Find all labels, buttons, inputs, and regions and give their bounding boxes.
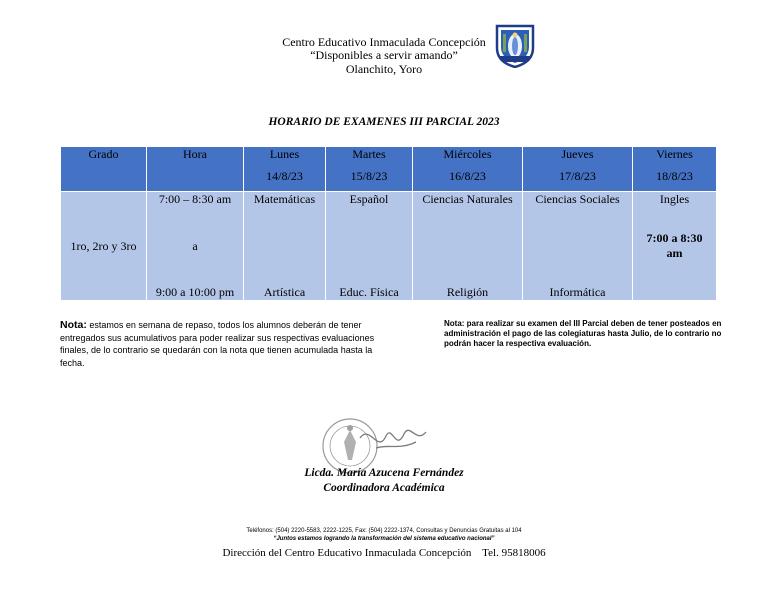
nota-repaso — [60, 319, 378, 369]
header-viernes: Viernes 18/8/23 — [633, 147, 717, 192]
cell-hora: 7:00 – 8:30 am a 9:00 a 10:00 pm — [147, 192, 244, 301]
school-crest-icon — [493, 22, 537, 68]
footer-phones: Teléfonos: (504) 2220-5583, 2222-1225, Fax: (504) 2222-1374, Consultas y Denuncias Gratuitas al 104 — [246, 528, 522, 534]
footer-direction: Dirección del Centro Educativo Inmaculada Concepción Tel. 95818006 — [222, 547, 546, 559]
header-miercoles: Miércoles 16/8/23 — [413, 147, 523, 192]
signer-name: Licda. María Azucena Fernández — [304, 467, 464, 479]
cell-viernes: Ingles 7:00 a 8:30 am — [633, 192, 717, 301]
school-location: Olanchito, Yoro — [345, 62, 423, 76]
header-lunes: Lunes 14/8/23 — [244, 147, 326, 192]
cell-miercoles: Ciencias Naturales Religión — [413, 192, 523, 301]
nota-pago: Nota: para realizar su examen del III Parcial deben de tener posteados en administración el pago de las colegiaturas hasta Julio, de lo contrario no podrán hacer la respectiva evaluación. — [444, 319, 722, 348]
header-hora: Hora — [147, 147, 244, 192]
school-name: Centro Educativo Inmaculada Concepción — [282, 35, 486, 49]
signer-role: Coordinadora Académica — [323, 482, 445, 494]
footer-slogan: “Juntos estamos logrando la transformación del sistema educativo nacional” — [273, 536, 495, 542]
table-row — [61, 192, 717, 301]
nota-repaso-text: estamos en semana de repaso, todos los alumnos deberán de tener entregados sus acumulativos para poder realizar sus respectivas evaluaciones finales, de lo contrario se quedarán con la nota que tienen acumulada hasta la fecha. — [60, 320, 375, 368]
header-martes: Martes 15/8/23 — [326, 147, 413, 192]
cell-lunes: Matemáticas Artística — [244, 192, 326, 301]
header-jueves: Jueves 17/8/23 — [523, 147, 633, 192]
school-motto: “Disponibles a servir amando” — [310, 48, 458, 62]
cell-martes: Español Educ. Física — [326, 192, 413, 301]
cell-grado: 1ro, 2ro y 3ro — [61, 192, 147, 301]
nota-label: Nota: — [60, 319, 87, 331]
table-header-row — [61, 147, 717, 192]
exam-schedule-table — [60, 146, 717, 301]
exam-schedule-title: HORARIO DE EXAMENES III PARCIAL 2023 — [268, 116, 500, 128]
header-grado: Grado — [61, 147, 147, 192]
cell-jueves: Ciencias Sociales Informática — [523, 192, 633, 301]
